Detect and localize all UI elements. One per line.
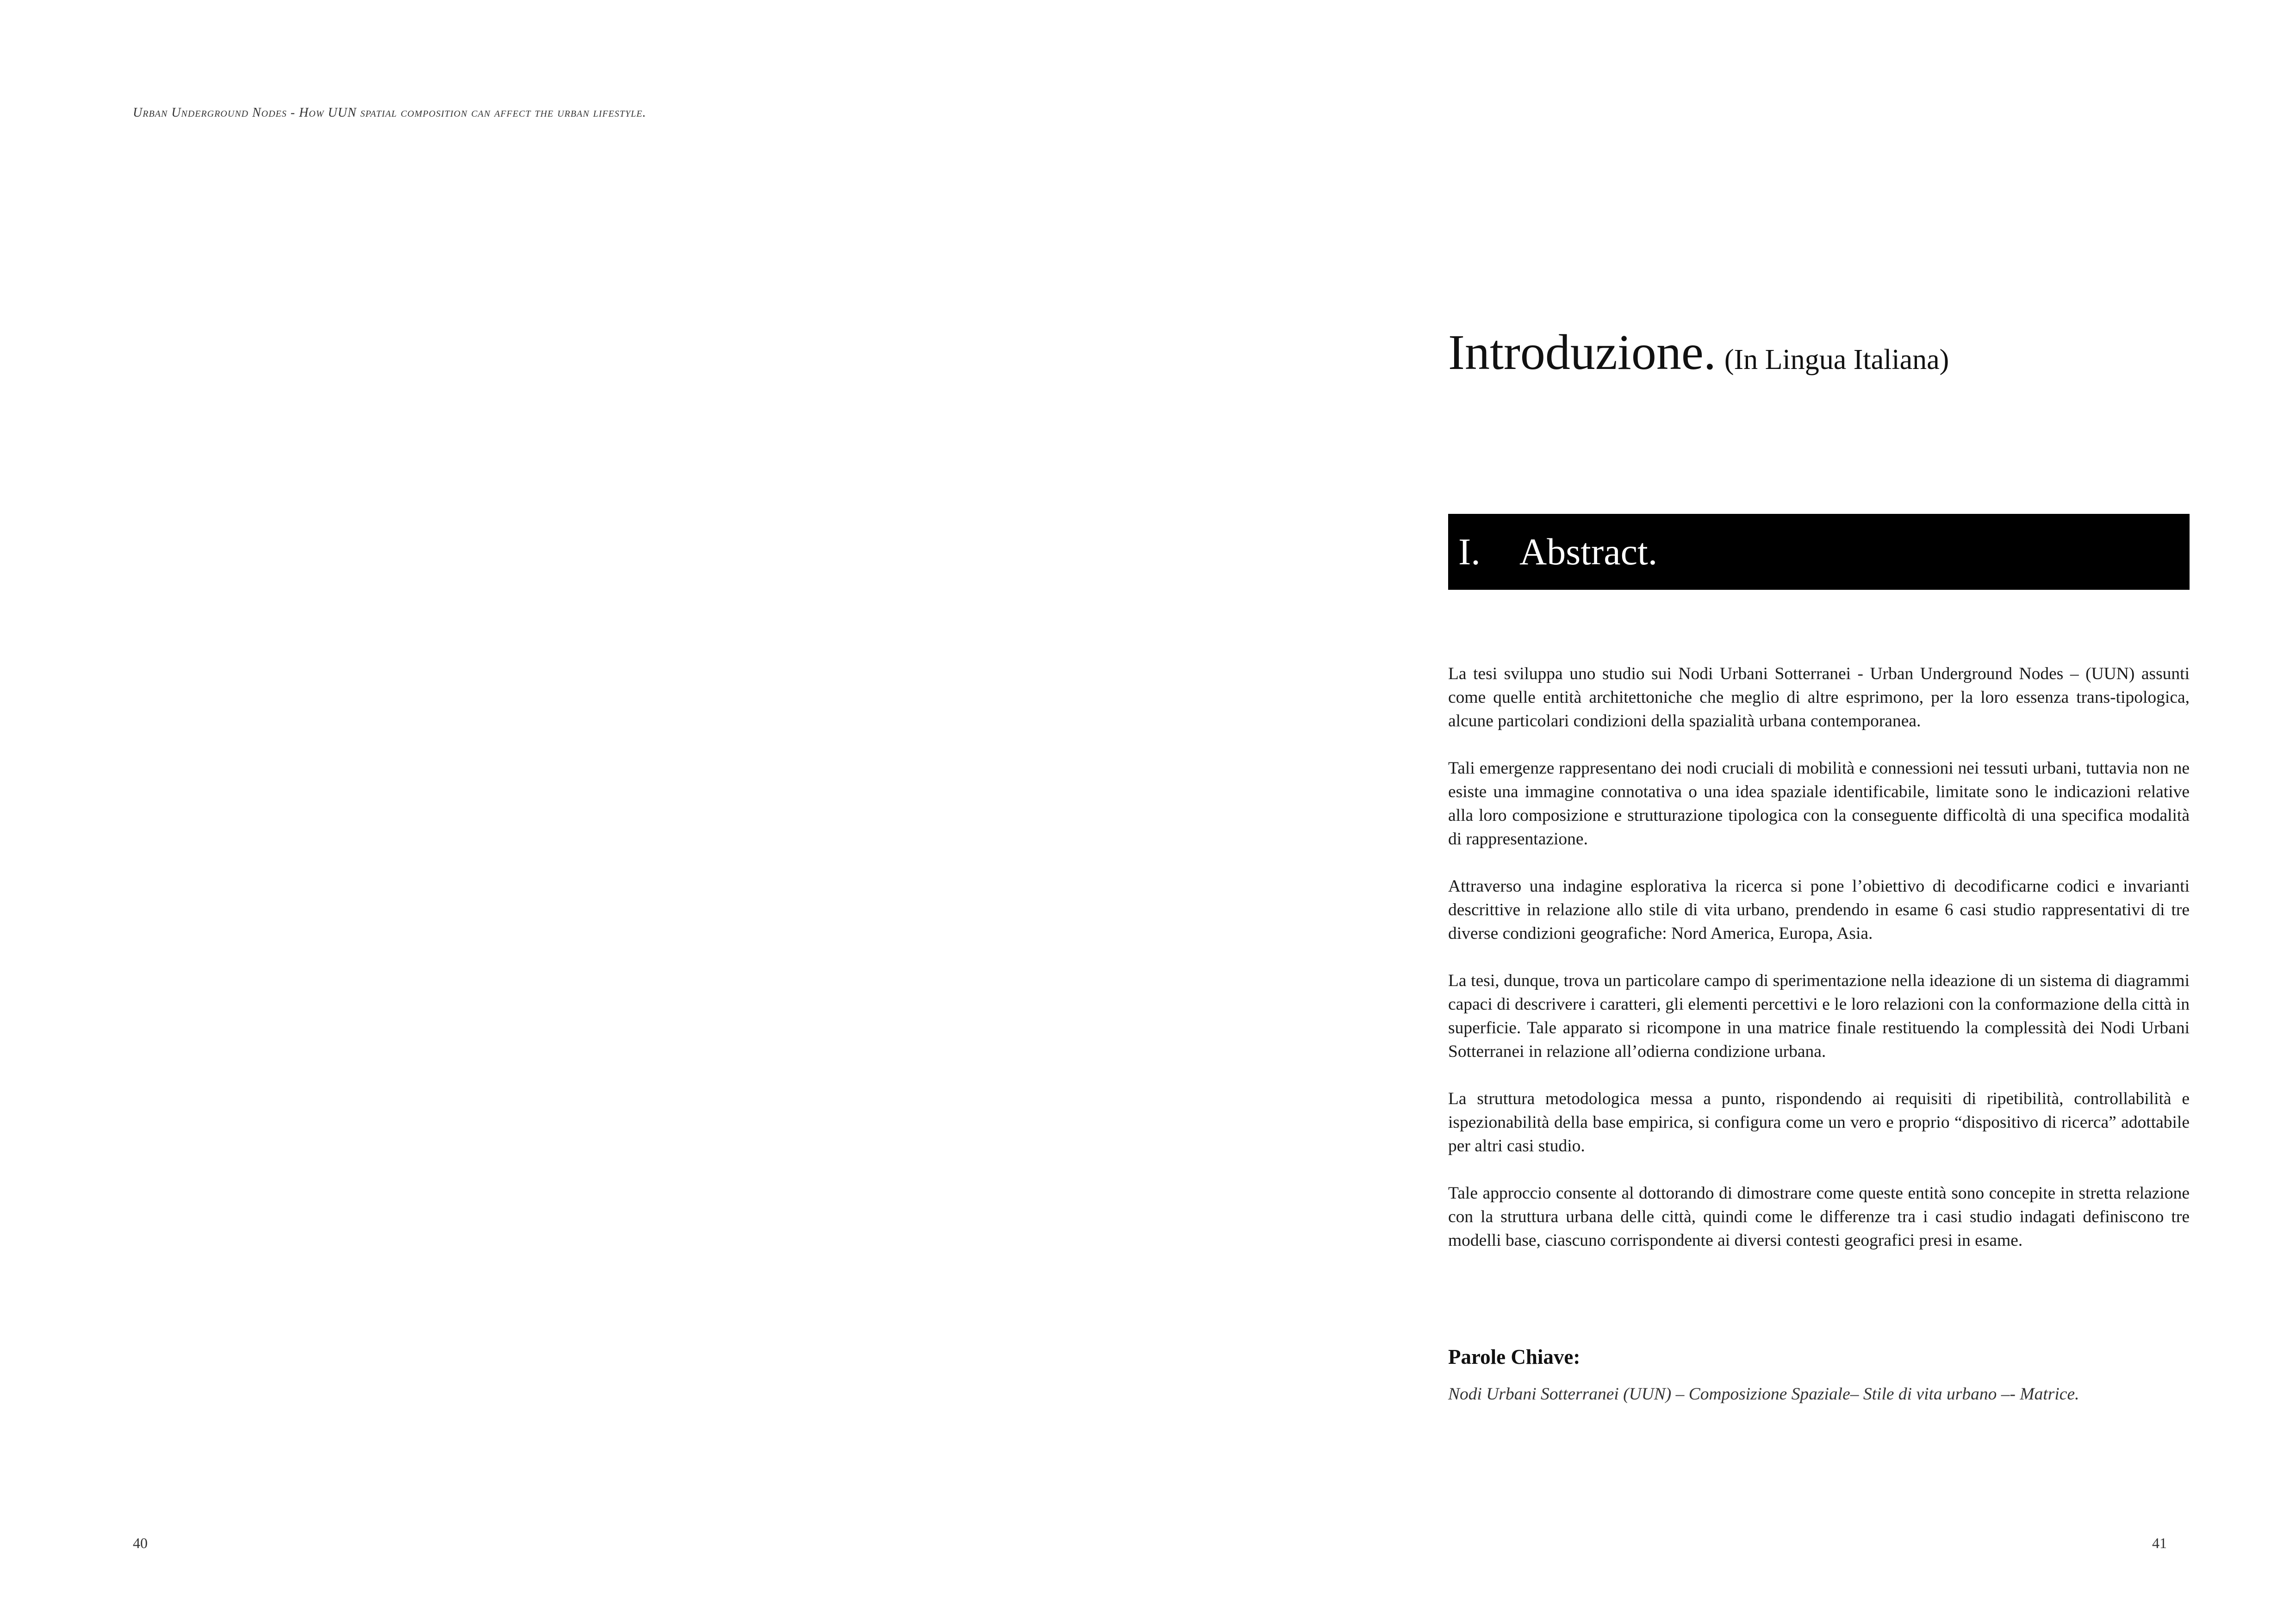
abstract-paragraph: Tali emergenze rappresentano dei nodi cruciali di mobilità e connessioni nei tessuti urbani, tuttavia non ne esiste una immagine connotativa o una idea spaziale identificabile, limitate sono le indicazioni relative alla loro composizione e strutturazione tipologica con la conseguente difficoltà di una specifica modalità di rappresentazione. <box>1448 759 2190 849</box>
section-title: Abstract. <box>1519 531 1658 573</box>
keywords-heading: Parole Chiave: <box>1448 1345 1580 1368</box>
page-number-right: 41 <box>2152 1535 2167 1551</box>
abstract-paragraph: Attraverso una indagine esplorativa la ricerca si pone l’obiettivo di decodificarne codici e invarianti descrittive in relazione allo stile di vita urbano, prendendo in esame 6 casi studio rappresentativi di tre diverse condizioni geografiche: Nord America, Europa, Asia. <box>1448 877 2190 943</box>
keywords-text: Nodi Urbani Sotterranei (UUN) – Composizione Spaziale– Stile di vita urbano –- Matrice. <box>1448 1385 2079 1404</box>
section-number: I. <box>1458 531 1481 573</box>
abstract-paragraph: Tale approccio consente al dottorando di dimostrare come queste entità sono concepite in stretta relazione con la struttura urbana delle città, quindi come le differenze tra i casi studio indagati definiscono tre modelli base, ciascuno corrispondente ai diversi contesti geografici presi in esame. <box>1448 1184 2190 1250</box>
intro-title <box>1448 324 1949 381</box>
abstract-paragraph: La struttura metodologica messa a punto, rispondendo ai requisiti di ripetibilità, controllabilità e ispezionabilità della base empirica, si configura come un vero e proprio “dispositivo di ricerca” adottabile per altri casi studio. <box>1448 1089 2190 1156</box>
running-header: Urban Underground Nodes - How UUN spatial composition can affect the urban lifestyle. <box>133 106 647 120</box>
abstract-paragraph: La tesi, dunque, trova un particolare campo di sperimentazione nella ideazione di un sistema di diagrammi capaci di descrivere i caratteri, gli elementi percettivi e le loro relazioni con la conformazione della città in superficie. Tale apparato si ricompone in una matrice finale restituendo la complessità dei Nodi Urbani Sotterranei in relazione all’odierna condizione urbana. <box>1448 971 2190 1061</box>
section-heading-bar <box>1448 514 2190 590</box>
intro-title-subtitle: (In Lingua Italiana) <box>1724 344 1949 375</box>
intro-title-main: Introduzione. <box>1448 325 1716 380</box>
abstract-body <box>1448 662 2190 1276</box>
page-number-left: 40 <box>133 1535 148 1551</box>
abstract-paragraph: La tesi sviluppa uno studio sui Nodi Urbani Sotterranei - Urban Underground Nodes – (UUN) assunti come quelle entità architettoniche che meglio di altre esprimono, per la loro essenza trans-tipologica, alcune particolari condizioni della spazialità urbana contemporanea. <box>1448 664 2190 731</box>
